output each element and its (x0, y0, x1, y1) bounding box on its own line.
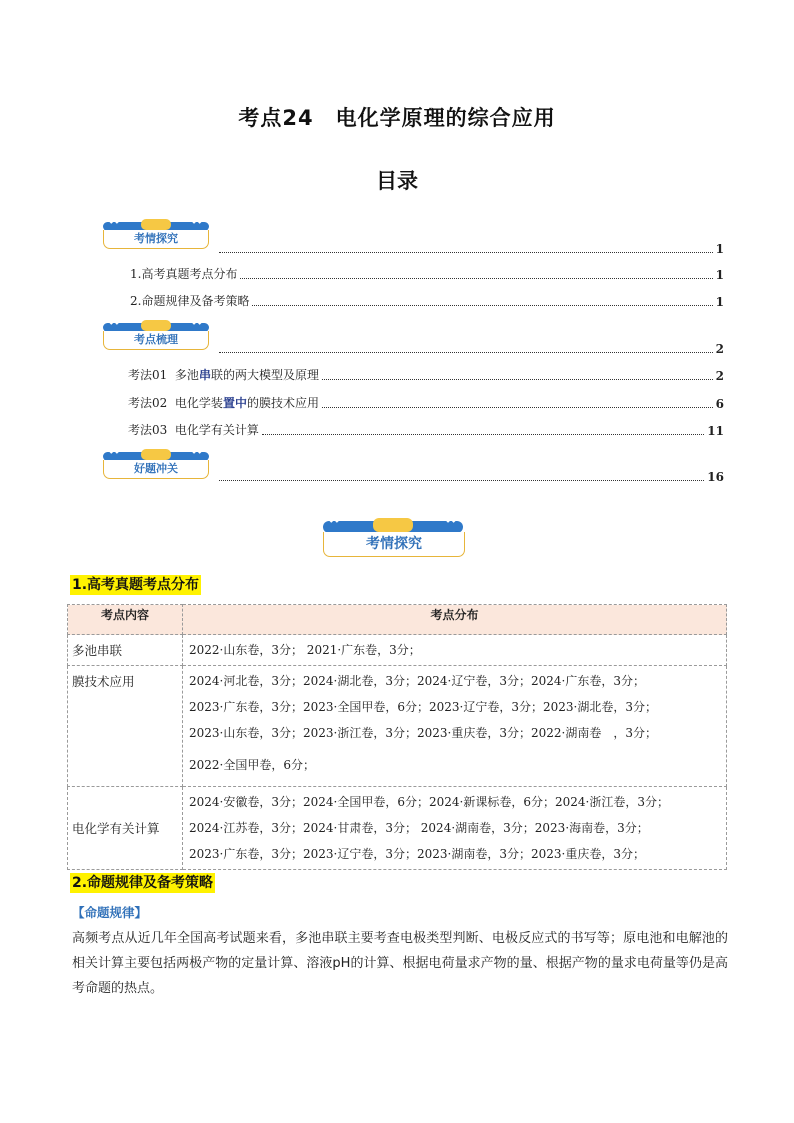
table-value-line: 2022·山东卷，3分； 2021·广东卷，3分； (189, 643, 421, 657)
toc-leader (252, 304, 712, 306)
toc-method-text: 多池 (174, 368, 199, 382)
document-title: 考点24 电化学原理的综合应用 (238, 106, 556, 130)
toc-entry-method2[interactable] (128, 395, 724, 411)
toc-label (128, 394, 319, 411)
toc-label: 2.命题规律及备考策略 (130, 294, 250, 308)
table-value-line: 2023·广东卷，3分；2023·辽宁卷，3分；2023·湖南卷，3分；2023·重庆卷，3分； (189, 847, 645, 861)
toc-entry-method3[interactable] (128, 422, 724, 438)
toc-entry-kaoqing[interactable] (216, 240, 724, 256)
table-header-cell: 考点分布 (183, 605, 727, 635)
toc-method-text: 电化学有关计算 (174, 423, 259, 437)
toc-page: 1 (715, 268, 724, 282)
toc-page: 11 (707, 424, 724, 438)
toc-page: 1 (715, 242, 724, 256)
badge-kaoqing-toc[interactable] (103, 221, 211, 251)
table-value-line: 2024·河北卷，3分；2024·湖北卷，3分；2024·辽宁卷，3分；2024·广东卷，3分； (189, 674, 645, 688)
table-row (68, 635, 727, 666)
toc-leader (219, 251, 713, 253)
toc-method-emphasis: 置中 (222, 396, 247, 410)
table-header-row (68, 605, 727, 635)
table-value-line: 2023·广东卷，3分；2023·全国甲卷，6分；2023·辽宁卷，3分；2023·湖北卷，3分； (189, 700, 657, 714)
toc-leader (240, 277, 712, 279)
table-cell-category: 电化学有关计算 (68, 787, 183, 870)
badge-pill (141, 449, 171, 460)
table-cell-values (183, 666, 727, 787)
toc-leader (219, 351, 713, 353)
badge-label: 考情探究 (323, 532, 465, 557)
toc-entry-item2[interactable] (130, 293, 724, 309)
table-value-line: 2023·山东卷，3分；2023·浙江卷，3分；2023·重庆卷，3分；2022·湖南卷 ，3分； (189, 726, 657, 740)
toc-leader (322, 378, 713, 380)
table-value-line: 2024·安徽卷，3分；2024·全国甲卷，6分；2024·新课标卷，6分；2024·浙江卷，3分； (189, 795, 669, 809)
section-badge-kaoqing (323, 520, 469, 560)
table-row (68, 666, 727, 787)
toc-method-emphasis: 串 (198, 368, 211, 382)
table-header-cell: 考点内容 (68, 605, 183, 635)
section1-heading: 1.高考真题考点分布 (72, 577, 200, 593)
toc-entry-method1[interactable] (128, 367, 724, 383)
toc-leader (219, 479, 704, 481)
toc-label (128, 421, 259, 438)
table-value-line: 2024·江苏卷，3分；2024·甘肃卷，3分； 2024·湖南卷，3分；2023·海南卷，3分； (189, 821, 649, 835)
badge-label: 好题冲关 (103, 460, 209, 479)
table-value-line: 2022·全国甲卷，6分； (189, 758, 315, 772)
rule-heading: 【命题规律】 (72, 905, 148, 920)
table-cell-values (183, 635, 727, 666)
badge-haoti-toc[interactable] (103, 451, 211, 481)
toc-entry-kaodian[interactable] (216, 340, 724, 356)
badge-pill (373, 518, 413, 532)
toc-page: 6 (715, 397, 724, 411)
toc-page: 2 (715, 342, 724, 356)
badge-pill (141, 320, 171, 331)
table-cell-values (183, 787, 727, 870)
toc-method-prefix: 考法01 (128, 368, 168, 382)
badge-kaodian-toc[interactable] (103, 322, 211, 352)
exam-distribution-table (67, 604, 727, 870)
rule-paragraph: 高频考点从近几年全国高考试题来看，多池串联主要考查电极类型判断、电极反应式的书写等；原电池和电解池的相关计算主要包括两极产物的定量计算、溶液pH的计算、根据电荷量求产物的量、根据产物的量求电荷量等仍是高考命题的热点。 (72, 931, 728, 996)
table-cell-category: 多池串联 (68, 635, 183, 666)
section2-heading: 2.命题规律及备考策略 (72, 875, 214, 891)
toc-method-prefix: 考法03 (128, 423, 168, 437)
toc-method-text-rest: 的膜技术应用 (246, 396, 319, 410)
table-cell-category: 膜技术应用 (68, 666, 183, 787)
toc-entry-haoti[interactable] (216, 468, 724, 484)
toc-page: 2 (715, 369, 724, 383)
badge-pill (141, 219, 171, 230)
toc-label: 1.高考真题考点分布 (130, 267, 238, 281)
toc-heading: 目录 (376, 169, 418, 193)
toc-method-text-rest: 联的两大模型及原理 (210, 368, 319, 382)
toc-method-prefix: 考法02 (128, 396, 168, 410)
table-row (68, 787, 727, 870)
badge-label: 考情探究 (103, 230, 209, 249)
toc-method-text: 电化学装 (174, 396, 223, 410)
toc-leader (262, 433, 704, 435)
badge-label: 考点梳理 (103, 331, 209, 350)
toc-page: 1 (715, 295, 724, 309)
toc-label (128, 366, 319, 383)
toc-page: 16 (707, 470, 724, 484)
toc-entry-item1[interactable] (130, 266, 724, 282)
toc-leader (322, 406, 713, 408)
